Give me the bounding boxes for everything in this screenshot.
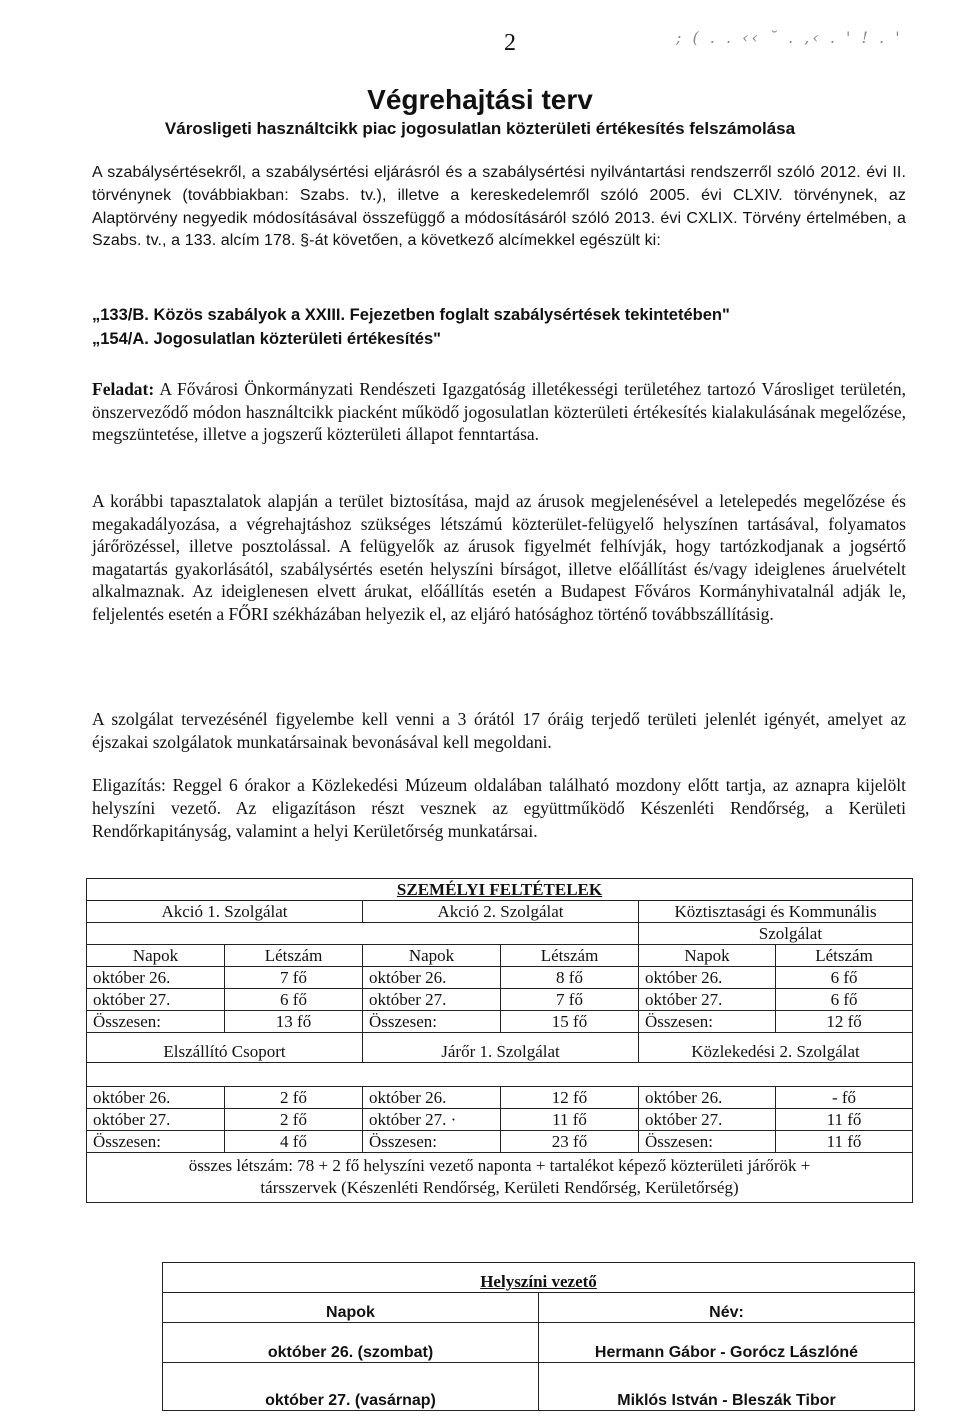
table-cell: október 27. [87,1109,225,1131]
table-cell: 7 fő [225,967,363,989]
total-value: 15 fő [501,1011,639,1033]
group-akcio2-header: Akció 2. Szolgálat [363,901,639,923]
table-cell: 6 fő [776,967,913,989]
col-napok: Napok [87,945,225,967]
col-napok: Napok [163,1293,539,1323]
table-cell: Hermann Gábor - Gorócz Lászlóné [539,1323,915,1363]
total-label: Összesen: [639,1011,776,1033]
table-cell: október 27. [639,989,776,1011]
table-row [163,1293,915,1323]
table-cell: október 26. [639,1087,776,1109]
table-cell: 11 fő [501,1109,639,1131]
table-cell: 6 fő [776,989,913,1011]
table-cell: október 26. [363,1087,501,1109]
table-cell: 12 fő [501,1087,639,1109]
total-label: Összesen: [87,1131,225,1153]
col-nev: Név: [539,1293,915,1323]
spacer-cell [87,1063,913,1087]
total-label: Összesen: [363,1011,501,1033]
group-kommunalis-header-line2: Szolgálat [639,923,913,945]
col-letszam: Létszám [225,945,363,967]
col-napok: Napok [363,945,501,967]
group-elszallito-header: Elszállító Csoport [87,1033,363,1063]
col-napok: Napok [639,945,776,967]
group-jaror-header: Járőr 1. Szolgálat [363,1033,639,1063]
personnel-summary [87,1153,913,1203]
document-title: Végrehajtási terv [367,84,593,115]
task-label: Feladat: [92,379,155,399]
table-cell: október 27. [639,1109,776,1131]
document-subtitle: Városligeti használtcikk piac jogosulatlan közterületi értékesítés felszámolása [164,119,796,138]
table-cell: október 26. [363,967,501,989]
total-label: Összesen: [639,1131,776,1153]
table-cell: 2 fő [225,1109,363,1131]
table-cell: 8 fő [501,967,639,989]
total-label: Összesen: [363,1131,501,1153]
table-cell: Miklós István - Bleszák Tibor [539,1363,915,1411]
table-cell: október 26. [87,967,225,989]
site-leader-table [162,1262,914,1411]
col-letszam: Létszám [501,945,639,967]
experience-paragraph: A korábbi tapasztalatok alapján a terület biztosítása, majd az árusok megjelenésével a letelepedés megelőzése és megakadályozása, a végrehajtáshoz szükséges létszámú közterület-felügyelő helyszínen tartásával, folyamatos járőrözéssel, illetve posztolással. A felügyelők az árusok figyelmét felhívják, hogy tartózkodjanak a jogsértő magatartás gyakorlásától, szabálysértés esetén helyszíni bírságot, illetve előállítást és/vagy ideiglenes áruelvételt alkalmaznak. Az ideiglenesen elvett árukat, előállítás esetén a Budapest Főváros Kormányhivatalnál adják le, feljelentés esetén a FŐRI székházában helyezik el, az eljáró hatósághoz történő továbbszállításig. [92,491,906,624]
total-value: 23 fő [501,1131,639,1153]
table-cell: - fő [776,1087,913,1109]
spacer-cell [87,923,639,945]
total-value: 13 fő [225,1011,363,1033]
table-row [87,989,913,1011]
table-cell: október 26. [87,1087,225,1109]
table-row-total [87,1131,913,1153]
service-paragraph: A szolgálat tervezésénél figyelembe kell venni a 3 órától 17 óráig terjedő területi jelenlét igényét, amelyet az éjszakai szolgálatok munkatársainak bevonásával kell megoldani. [92,709,906,752]
table-row [163,1363,915,1411]
table-cell: 7 fő [501,989,639,1011]
total-value: 11 fő [776,1131,913,1153]
site-leader-title: Helyszíni vezető [163,1263,915,1293]
table-cell: október 26. (szombat) [163,1323,539,1363]
col-letszam: Létszám [776,945,913,967]
table-cell: október 26. [639,967,776,989]
table-cell: 2 fő [225,1087,363,1109]
personnel-title: SZEMÉLYI FELTÉTELEK [87,879,913,901]
group-kozlekedesi-header: Közlekedési 2. Szolgálat [639,1033,913,1063]
table-cell: október 27. (vasárnap) [163,1363,539,1411]
subheading-133b: „133/B. Közös szabályok a XXIII. Fejezetben foglalt szabálysértések tekintetében" [92,306,730,324]
table-cell: október 27. [87,989,225,1011]
total-value: 12 fő [776,1011,913,1033]
group-akcio1-header: Akció 1. Szolgálat [87,901,363,923]
personnel-table [86,878,912,1203]
table-cell: október 27. · [363,1109,501,1131]
summary-line-2: társszervek (Készenléti Rendőrség, Kerületi Rendőrség, Kerületőrség) [260,1178,739,1197]
summary-line-1: összes létszám: 78 + 2 fő helyszíni vezető naponta + tartalékot képező közterületi járőrök + [188,1156,811,1175]
table-row [87,967,913,989]
task-paragraph [92,378,906,446]
table-row [87,945,913,967]
handwritten-mark: ; ( . . ‹‹ ˘ . ,‹ . ' ! . ' [676,28,903,47]
table-row [163,1323,915,1363]
table-row [87,1109,913,1131]
total-value: 4 fő [225,1131,363,1153]
intro-paragraph: A szabálysértésekről, a szabálysértési eljárásról és a szabálysértési nyilvántartási rendszerről szóló 2012. évi II. törvénynek (továbbiakban: Szabs. tv.), illetve a kereskedelemről szóló 2005. évi CLXIV. törvénynek, az Alaptörvény negyedik módosításával összefüggő a módosításáról szóló 2013. évi CXLIX. Törvény értelmében, a Szabs. tv., a 133. alcím 178. §-át követően, a következő alcímekkel egészült ki: [92,164,906,250]
table-row [87,1087,913,1109]
table-cell: 6 fő [225,989,363,1011]
table-cell: 11 fő [776,1109,913,1131]
subheading-154a: „154/A. Jogosulatlan közterületi értékesítés" [92,330,441,348]
task-text: A Fővárosi Önkormányzati Rendészeti Igazgatóság illetékességi területéhez tartozó Városliget területén, önszerveződő módon használtcikk piacként működő jogosulatlan közterületi értékesítés kialakulásának megelőzése, megszüntetése, illetve a jogszerű közterületi állapot fenntartása. [92,379,906,444]
group-kommunalis-header: Köztisztasági és Kommunális [639,901,913,923]
page-number: 2 [504,30,516,56]
table-cell: október 27. [363,989,501,1011]
total-label: Összesen: [87,1011,225,1033]
briefing-paragraph: Eligazítás: Reggel 6 órakor a Közlekedési Múzeum oldalában található mozdony előtt tartja, az aznapra kijelölt helyszíni vezető. Az eligazításon részt vesznek az együttműködő Készenléti Rendőrség, a Kerületi Rendőrkapitányság, valamint a helyi Kerületőrség munkatársai. [92,775,906,841]
table-row-total [87,1011,913,1033]
